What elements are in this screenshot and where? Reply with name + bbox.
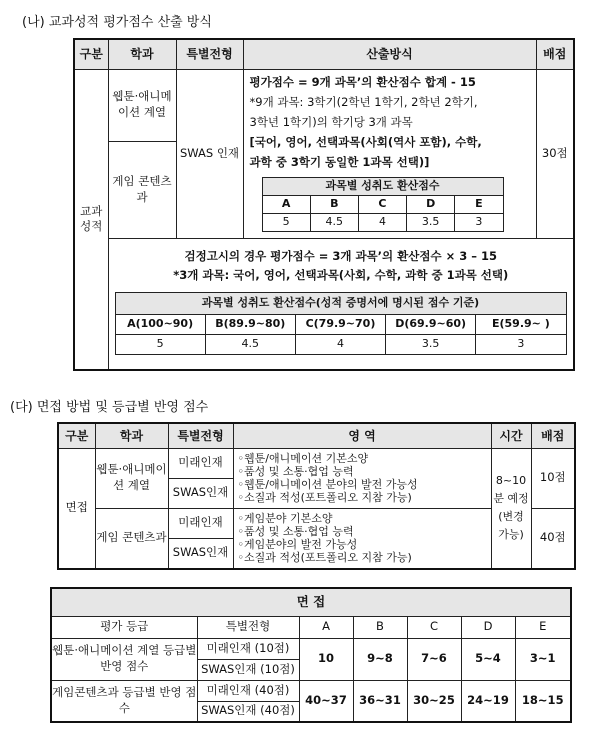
header-dept: 학과 bbox=[108, 39, 176, 69]
header-area: 영 역 bbox=[233, 423, 491, 448]
score-40: 40점 bbox=[531, 508, 575, 569]
score-cell: 4.5 bbox=[205, 334, 295, 354]
note-line-4: 과학 중 3학기 동일한 1과목 선택)] bbox=[249, 154, 430, 169]
dept-game: 게임 콘텐츠과 bbox=[95, 508, 168, 569]
ged-note: *3개 과목: 국어, 영어, 선택과목(사회, 수학, 과학 중 1과목 선택) bbox=[173, 268, 509, 283]
grade-c: C bbox=[407, 616, 461, 638]
ged-cell bbox=[108, 238, 574, 370]
score-cell: 9~8 bbox=[353, 638, 407, 680]
row-game-swas: SWAS인재 (40점) bbox=[197, 701, 299, 722]
area-item: ◦웹툰/애니메이션 분야의 발전 가능성 bbox=[237, 478, 418, 491]
grade-cell: D bbox=[407, 195, 455, 213]
score-cell: 18~15 bbox=[515, 680, 571, 722]
score-cell: 10 bbox=[299, 638, 353, 680]
special-future: 미래인재 bbox=[168, 508, 233, 538]
dept-webtoon: 웹툰·애니메이션 계열 bbox=[95, 448, 168, 508]
score-cell: 40~37 bbox=[299, 680, 353, 722]
score-cell: 3 bbox=[455, 213, 503, 231]
score-10: 10점 bbox=[531, 448, 575, 508]
grade-cell: A bbox=[262, 195, 310, 213]
header-dept: 학과 bbox=[95, 423, 168, 448]
score-cell: 5 bbox=[262, 213, 310, 231]
header-category: 구분 bbox=[58, 423, 95, 448]
grade-cell: C bbox=[358, 195, 406, 213]
formula-main: 평가점수 = 9개 과목’의 환산점수 합계 - 15 bbox=[249, 74, 476, 89]
score-cell: 3.5 bbox=[386, 334, 476, 354]
grade-a: A bbox=[299, 616, 353, 638]
area-item: ◦품성 및 소통·협업 능력 bbox=[237, 465, 354, 478]
dept-webtoon: 웹툰·애니메이션 계열 bbox=[108, 69, 176, 141]
category-label: 교과 성적 bbox=[74, 69, 108, 370]
col-special: 특별전형 bbox=[197, 616, 299, 638]
col-grade: 평가 등급 bbox=[51, 616, 197, 638]
ged-table-title: 과목별 성취도 환산점수(성적 증명서에 명시된 점수 기준) bbox=[115, 292, 566, 314]
grade-cell: B bbox=[310, 195, 358, 213]
score-cell: 7~6 bbox=[407, 638, 461, 680]
grade-b: B bbox=[353, 616, 407, 638]
achievement-table-title: 과목별 성취도 환산점수 bbox=[262, 177, 503, 195]
special-swas: SWAS인재 bbox=[168, 478, 233, 508]
row-webtoon-swas: SWAS인재 (10점) bbox=[197, 659, 299, 680]
score-cell: 3.5 bbox=[407, 213, 455, 231]
grade-cell: C(79.9~70) bbox=[295, 314, 385, 334]
score-cell: 5 bbox=[115, 334, 205, 354]
score-cell: 30~25 bbox=[407, 680, 461, 722]
areas-webtoon bbox=[233, 448, 491, 508]
header-calc-method: 산출방식 bbox=[243, 39, 536, 69]
score-cell: 3 bbox=[476, 334, 566, 354]
score-cell: 4.5 bbox=[310, 213, 358, 231]
special-future: 미래인재 bbox=[168, 448, 233, 478]
grade-cell: E bbox=[455, 195, 503, 213]
header-time: 시간 bbox=[491, 423, 531, 448]
score-cell: 4 bbox=[295, 334, 385, 354]
note-line-3: [국어, 영어, 선택과목(사회(역사 포함), 수학, bbox=[249, 134, 482, 149]
interview-grade-table bbox=[50, 587, 572, 723]
note-line-1: *9개 과목: 3학기(2학년 1학기, 2학년 2학기, bbox=[249, 94, 478, 109]
interview-method-table bbox=[57, 422, 576, 570]
header-score: 배점 bbox=[531, 423, 575, 448]
area-item: ◦게임분야의 발전 가능성 bbox=[237, 538, 358, 552]
section-na-heading: (나) 교과성적 평가점수 산출 방식 bbox=[22, 15, 212, 30]
section-da-heading: (다) 면접 방법 및 등급별 반영 점수 bbox=[10, 400, 209, 415]
grade-cell: E(59.9~ ) bbox=[476, 314, 566, 334]
grade-d: D bbox=[461, 616, 515, 638]
area-item: ◦웹툰/애니메이션 기본소양 bbox=[237, 452, 369, 465]
grade-cell: D(69.9~60) bbox=[386, 314, 476, 334]
interview-time: 8~10 분 예정 (변경 가능) bbox=[491, 448, 531, 569]
area-item: ◦소질과 적성(포트폴리오 지참 가능) bbox=[237, 491, 412, 504]
category-interview: 면접 bbox=[58, 448, 95, 569]
score-cell: 5~4 bbox=[461, 638, 515, 680]
header-category: 구분 bbox=[74, 39, 108, 69]
row-game-future: 미래인재 (40점) bbox=[197, 680, 299, 701]
row-webtoon-label: 웹툰·애니메이션 계열 등급별 반영 점수 bbox=[51, 638, 197, 680]
header-special: 특별전형 bbox=[176, 39, 243, 69]
grade-cell: A(100~90) bbox=[115, 314, 205, 334]
score-cell: 4 bbox=[358, 213, 406, 231]
ged-formula: 검정고시의 경우 평가점수 = 3개 과목’의 환산점수 × 3 – 15 bbox=[184, 248, 497, 263]
score-cell: 3~1 bbox=[515, 638, 571, 680]
score-30: 30점 bbox=[536, 69, 574, 238]
note-line-2: 3학년 1학기)의 학기당 3개 과목 bbox=[249, 114, 413, 129]
special-swas: SWAS인재 bbox=[168, 538, 233, 569]
dept-game: 게임 콘텐츠과 bbox=[108, 141, 176, 238]
row-webtoon-future: 미래인재 (10점) bbox=[197, 638, 299, 659]
achievement-table bbox=[262, 177, 504, 232]
row-game-label: 게임콘텐츠과 등급별 반영 점수 bbox=[51, 680, 197, 722]
ged-achievement-table bbox=[115, 292, 567, 355]
calc-method-cell bbox=[243, 69, 536, 238]
score-cell: 24~19 bbox=[461, 680, 515, 722]
grade-score-table bbox=[73, 38, 575, 371]
header-score: 배점 bbox=[536, 39, 574, 69]
interview-grade-title: 면 접 bbox=[51, 588, 571, 616]
area-item: ◦게임분야 기본소양 bbox=[237, 512, 333, 526]
area-item: ◦소질과 적성(포트폴리오 지참 가능) bbox=[237, 551, 412, 565]
header-special: 특별전형 bbox=[168, 423, 233, 448]
special-swas: SWAS 인재 bbox=[176, 69, 243, 238]
grade-e: E bbox=[515, 616, 571, 638]
score-cell: 36~31 bbox=[353, 680, 407, 722]
area-item: ◦품성 및 소통·협업 능력 bbox=[237, 525, 354, 539]
grade-cell: B(89.9~80) bbox=[205, 314, 295, 334]
areas-game bbox=[233, 508, 491, 569]
